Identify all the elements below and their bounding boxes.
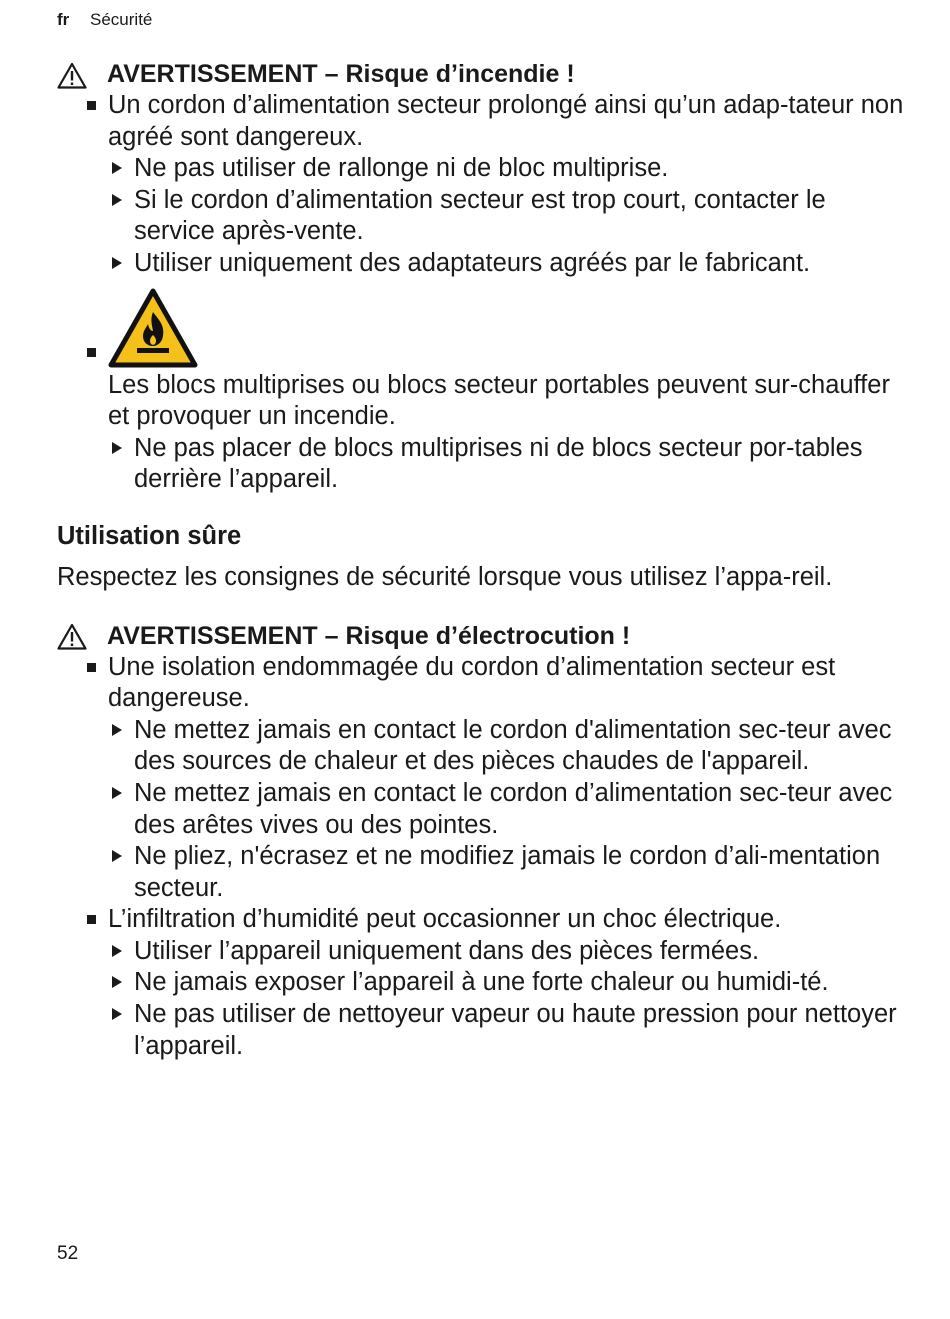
running-header xyxy=(57,10,152,30)
action-item xyxy=(57,433,907,496)
action-text: Ne pas utiliser de nettoyeur vapeur ou haute pression pour nettoyer l’appareil. xyxy=(134,1000,897,1060)
action-item xyxy=(57,778,907,841)
arrow-bullet-icon xyxy=(112,1008,122,1020)
action-item xyxy=(57,153,907,185)
arrow-bullet-icon xyxy=(112,194,122,206)
arrow-bullet-icon xyxy=(112,945,122,957)
page-content xyxy=(57,58,907,1062)
page-number: 52 xyxy=(57,1243,79,1264)
action-item xyxy=(57,999,907,1062)
hazard-text: Un cordon d’alimentation secteur prolongé ainsi qu’un adap-tateur non agréé sont dangereux. xyxy=(108,91,904,151)
section-intro: Respectez les consignes de sécurité lorsque vous utilisez l’appa-reil. xyxy=(57,562,833,591)
action-text: Utiliser l’appareil uniquement dans des pièces fermées. xyxy=(134,936,760,965)
arrow-bullet-icon xyxy=(112,787,122,799)
action-text: Ne pas utiliser de rallonge ni de bloc multiprise. xyxy=(134,154,669,183)
action-item xyxy=(57,841,907,904)
hazard-text: L’infiltration d’humidité peut occasionner un choc électrique. xyxy=(108,905,782,934)
arrow-bullet-icon xyxy=(112,162,122,174)
hazard-item xyxy=(57,652,907,715)
action-text: Ne jamais exposer l’appareil à une forte chaleur ou humidi-té. xyxy=(134,968,829,997)
arrow-bullet-icon xyxy=(112,257,122,269)
warning-triangle-icon xyxy=(57,62,87,89)
square-bullet-icon xyxy=(87,348,96,357)
flammable-warning-icon xyxy=(108,288,198,368)
hazard-item xyxy=(57,904,907,936)
hazard-text: Une isolation endommagée du cordon d’alimentation secteur est dangereuse. xyxy=(108,652,836,713)
action-text: Ne pliez, n'écrasez et ne modifiez jamais le cordon d’ali-mentation secteur. xyxy=(134,842,881,902)
action-text: Si le cordon d’alimentation secteur est trop court, contacter le service après-vente. xyxy=(134,185,826,246)
action-item xyxy=(57,248,907,280)
action-item xyxy=(57,715,907,778)
arrow-bullet-icon xyxy=(112,724,122,736)
hazard-text-flammable: Les blocs multiprises ou blocs secteur portables peuvent sur-chauffer et provoquer un incendie. xyxy=(108,370,890,431)
action-text: Utiliser uniquement des adaptateurs agréés par le fabricant. xyxy=(134,248,811,277)
section-name: Sécurité xyxy=(90,10,153,29)
section-heading: Utilisation sûre xyxy=(57,521,242,550)
action-item xyxy=(57,936,907,968)
language-code: fr xyxy=(57,10,70,29)
arrow-bullet-icon xyxy=(112,850,122,862)
warning-title-text: AVERTISSEMENT – Risque d’incendie ! xyxy=(107,60,575,88)
square-bullet-icon xyxy=(87,663,96,672)
warning-title-fire xyxy=(57,58,907,90)
action-text: Ne mettez jamais en contact le cordon d’alimentation sec-teur avec des arêtes vives ou des pointes. xyxy=(134,778,893,839)
square-bullet-icon xyxy=(87,101,96,110)
square-bullet-icon xyxy=(87,915,96,924)
action-item xyxy=(57,185,907,248)
warning-title-text: AVERTISSEMENT – Risque d’électrocution ! xyxy=(107,621,631,650)
action-text: Ne mettez jamais en contact le cordon d'alimentation sec-teur avec des sources de chaleur et des pièces chaudes de l'appareil. xyxy=(134,715,892,776)
arrow-bullet-icon xyxy=(112,976,122,988)
arrow-bullet-icon xyxy=(112,442,122,454)
hazard-item xyxy=(57,90,907,153)
action-item xyxy=(57,967,907,999)
warning-title-shock xyxy=(57,620,907,652)
warning-triangle-icon xyxy=(57,623,87,650)
hazard-item-flammable xyxy=(57,288,907,368)
action-text: Ne pas placer de blocs multiprises ni de blocs secteur por-tables derrière l’appareil. xyxy=(134,433,863,494)
